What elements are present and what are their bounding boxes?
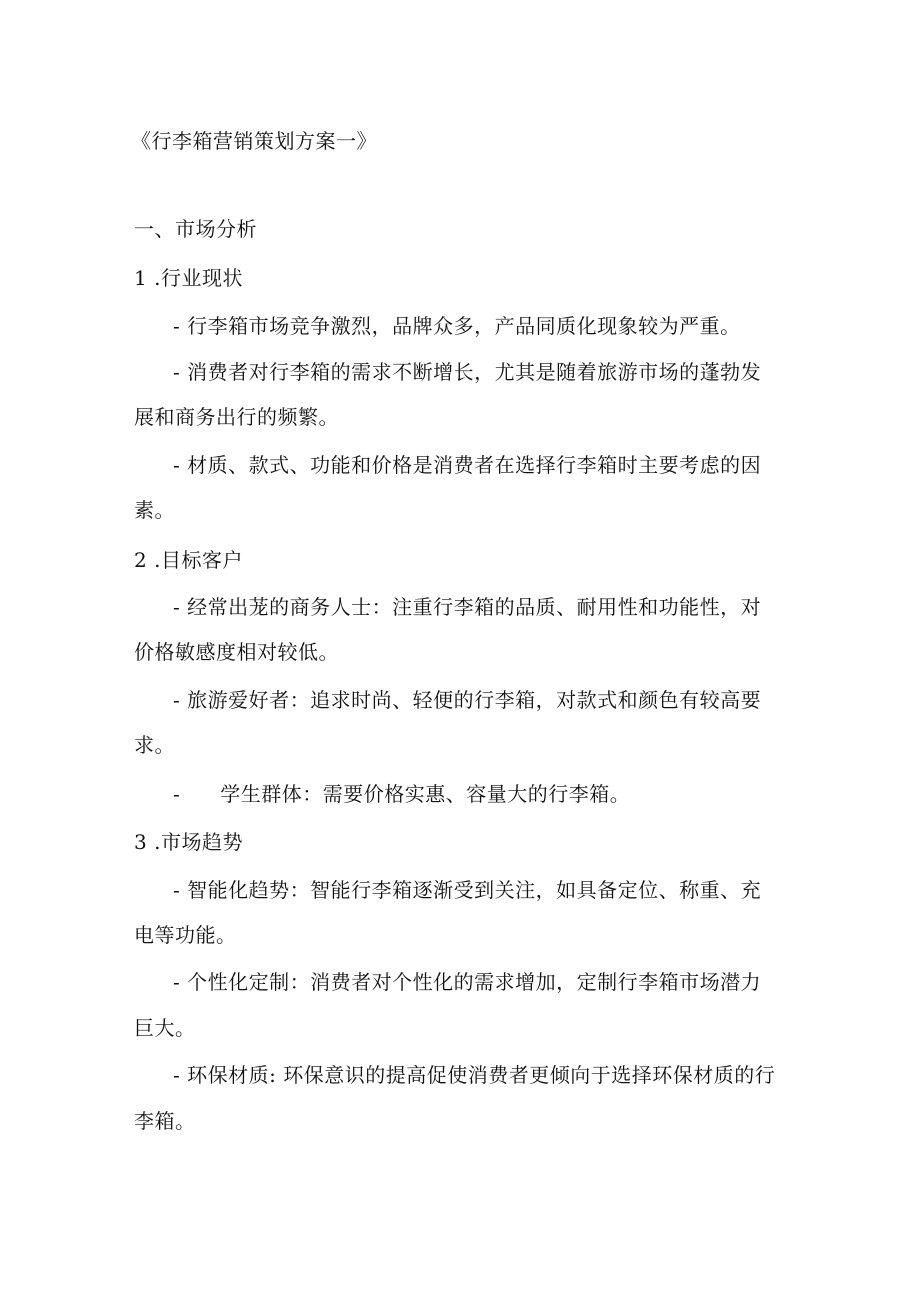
bullet-trends-2-line2: 巨大。 — [134, 1016, 196, 1040]
bullet-trends-3-line1: - 环保材质: 环保意识的提高促使消费者更倾向于选择环保材质的行 — [173, 1063, 776, 1087]
subheading-market-trends: 3 .市场趋势 — [134, 830, 243, 854]
subheading-industry-status: 1 .行业现状 — [134, 266, 243, 290]
bullet-industry-2-line2: 展和商务出行的频繁。 — [134, 405, 339, 429]
bullet-trends-2-line1: - 个性化定制：消费者对个性化的需求增加，定制行李箱市场潜力 — [173, 970, 762, 994]
bullet-industry-2-line1: - 消费者对行李箱的需求不断增长，尤其是随着旅游市场的蓬勃发 — [173, 360, 762, 384]
bullet-trends-3-line2: 李箱。 — [134, 1109, 196, 1133]
section-heading-market-analysis: 一、市场分析 — [134, 217, 257, 241]
document-title: 《行李箱营销策划方案一》 — [131, 129, 377, 153]
bullet-customers-1-line1: - 经常出茏的商务人士：注重行李箱的品质、耐用性和功能性，对 — [173, 595, 762, 619]
bullet-customers-3-text: 学生群体：需要价格实惠、容量大的行李箱。 — [220, 782, 631, 806]
bullet-industry-3-line1: - 材质、款式、功能和价格是消费者在选择行李箱时主要考虑的因 — [173, 453, 762, 477]
bullet-industry-3-line2: 素。 — [134, 498, 175, 522]
bullet-customers-2-line1: - 旅游爱好者：追求时尚、轻便的行李箱，对款式和颜色有较高要 — [173, 688, 762, 712]
bullet-trends-1-line2: 电等功能。 — [134, 923, 237, 947]
bullet-customers-2-line2: 求。 — [134, 733, 175, 757]
bullet-trends-1-line1: - 智能化趋势：智能行李箱逐渐受到关注，如具备定位、称重、充 — [173, 878, 762, 902]
bullet-customers-3 — [173, 780, 630, 808]
bullet-dash: - — [173, 782, 181, 806]
bullet-customers-1-line2: 价格敏感度相对较低。 — [134, 640, 339, 664]
subheading-target-customers: 2 .目标客户 — [134, 548, 243, 572]
bullet-industry-1: - 行李箱市场竞争激烈，品牌众多，产品同质化现象较为严重。 — [173, 314, 741, 338]
